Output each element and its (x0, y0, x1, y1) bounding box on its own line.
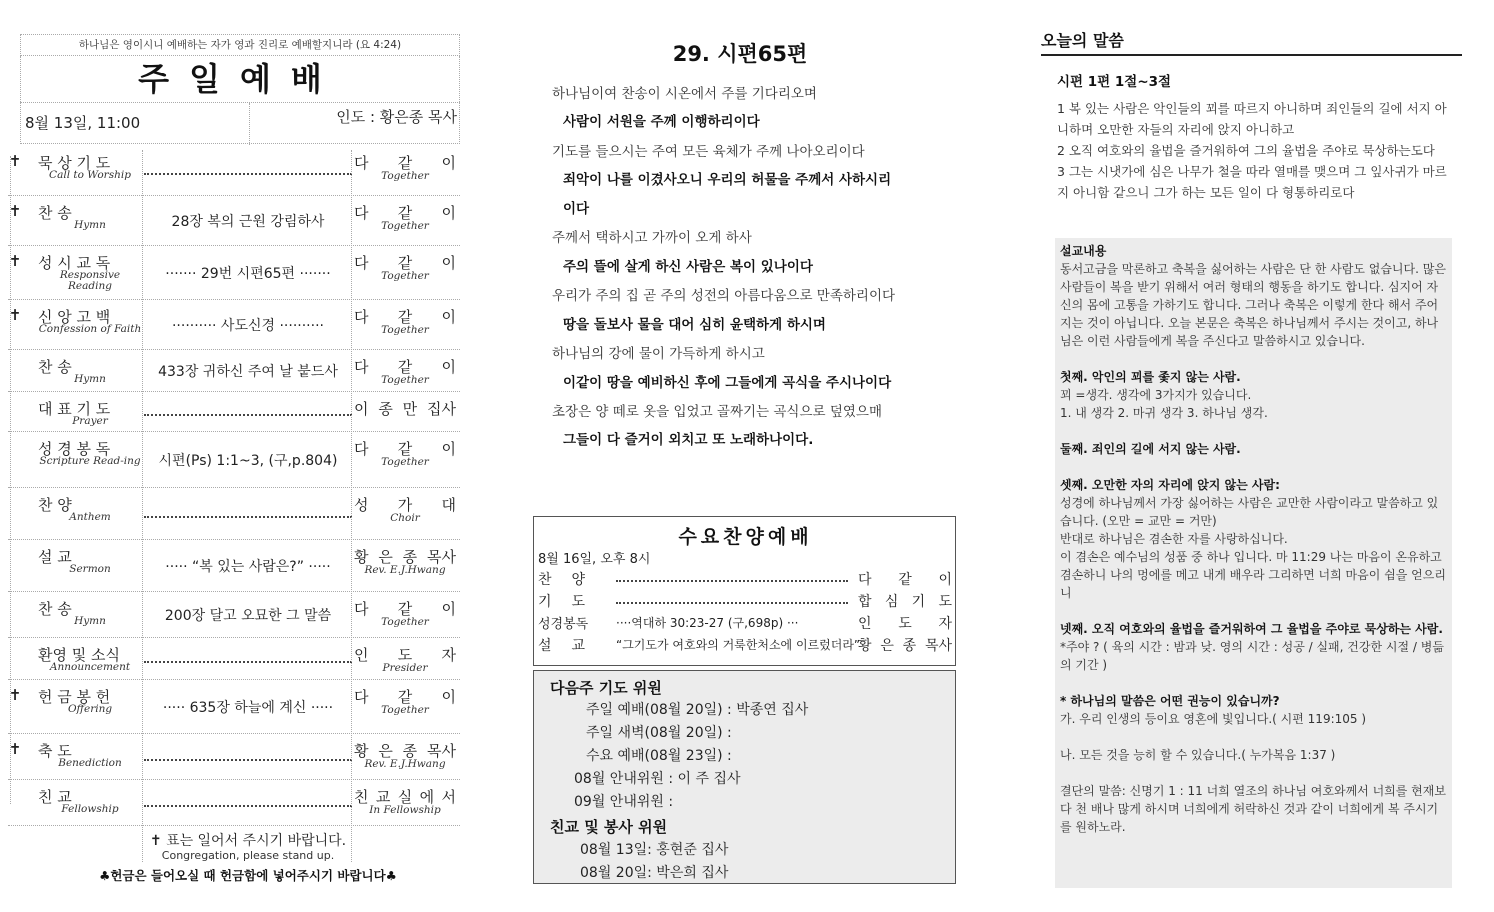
reading-line: 이다 (563, 201, 590, 217)
order-row (8, 300, 460, 350)
committee-line: 주일 새벽(08월 20일) : (586, 725, 732, 741)
reading-line: 죄악이 나를 이겼사오니 우리의 허물을 주께서 사하시리 (563, 172, 892, 188)
order-item-person: 친 교 실 에 서 (354, 788, 456, 806)
order-item-english: Hymn (74, 373, 106, 385)
order-row (8, 146, 460, 196)
order-item-person: 다 같 이 (354, 440, 456, 458)
order-item-person-english: In Fellowship (369, 804, 441, 816)
todays-word-heading: 오늘의 말씀 (1041, 31, 1124, 50)
wednesday-item-content (616, 569, 848, 582)
order-row (8, 638, 460, 680)
prayer-committee-heading: 다음주 기도 위원 (550, 679, 662, 697)
date-leader-row (20, 102, 460, 144)
wednesday-item-name: 기도 (538, 594, 606, 610)
reading-line: 주께서 택하시고 가까이 오게 하사 (552, 230, 752, 246)
wednesday-item-content: ····역대하 30:23-27 (구,698p) ··· (616, 616, 799, 630)
order-item-name: 찬 송 (38, 204, 72, 222)
reading-line: 기도를 들으시는 주여 모든 육체가 주께 나아오리이다 (552, 144, 865, 160)
order-row (8, 540, 460, 592)
question-title: * 하나님의 말씀은 어떤 권능이 있습니까? (1060, 694, 1280, 708)
order-item-name: 신 앙 고 백 (38, 308, 111, 326)
order-item-person-english: Together (381, 374, 429, 386)
answer-b: 나. 모든 것을 능히 할 수 있습니다.( 누가복음 1:37 ) (1060, 748, 1336, 762)
order-item-content: ·········· 사도신경 ·········· (171, 318, 324, 334)
order-item-english: Hymn (74, 219, 106, 231)
order-row (8, 196, 460, 246)
stand-cross-icon: ✝ (8, 152, 22, 170)
point-2-title: 둘째. 죄인의 길에 서지 않는 사람. (1060, 442, 1241, 456)
scripture-verse: 3 그는 시냇가에 심은 나무가 철을 따라 열매를 맺으며 그 잎사귀가 마르지 아니함 같으니 그가 하는 모든 일이 다 형통하리로다 (1057, 164, 1447, 200)
order-item-english: Scripture Read-ing (39, 455, 141, 467)
order-item-content: 28장 복의 근원 강림하사 (171, 214, 325, 230)
point-1-title: 첫째. 악인의 꾀를 좇지 않는 사람. (1060, 370, 1241, 384)
order-item-person: 황 은 종 목사 (354, 548, 456, 566)
order-item-english: Sermon (69, 563, 111, 575)
order-item-name: 친 교 (38, 788, 72, 806)
order-item-content (144, 504, 352, 518)
wednesday-item-person: 황 은 종 목사 (858, 638, 952, 654)
order-item-person-english: Together (381, 704, 429, 716)
fellowship-committee-heading: 친교 및 봉사 위원 (550, 818, 668, 836)
order-item-person-english: Together (381, 616, 429, 628)
order-row (8, 780, 460, 826)
order-item-person-english: Rev. E.J.Hwang (364, 758, 446, 770)
order-item-person: 황 은 종 목사 (354, 742, 456, 760)
reading-line: 사람이 서원을 주께 이행하리이다 (563, 114, 760, 130)
order-item-name: 찬 송 (38, 358, 72, 376)
order-row (8, 680, 460, 734)
service-leader: 인도 : 황은종 목사 (336, 108, 457, 126)
point-3-line: 성경에 하나님께서 가장 싫어하는 사람은 교만한 사람이라고 말씀하고 있습니다. (오만 = 교만 = 거만) (1060, 496, 1439, 528)
order-item-person: 다 같 이 (354, 254, 456, 272)
answer-a: 가. 우리 인생의 등이요 영혼에 빛입니다.( 시편 119:105 ) (1060, 712, 1367, 726)
order-item-content (144, 747, 352, 761)
committee-line: 09월 안내위원 : (574, 794, 674, 810)
committee-line: 08월 안내위원 : 이 주 집사 (574, 771, 741, 787)
committee-line: 주일 예배(08월 20일) : 박종연 집사 (586, 702, 809, 718)
order-item-name: 찬 양 (38, 496, 72, 514)
order-item-english: Fellowship (61, 803, 119, 815)
reading-line: 우리가 주의 집 곧 주의 성전의 아름다움으로 만족하리이다 (552, 288, 896, 304)
point-1-line: 꾀 =생각. 생각에 3가지가 있습니다. (1060, 388, 1252, 402)
reading-line: 초장은 양 떼로 옷을 입었고 골짜기는 곡식으로 덮였으매 (552, 404, 882, 420)
order-item-english: Offering (67, 703, 113, 715)
order-item-content: 시편(Ps) 1:1~3, (구,p.804) (158, 453, 338, 469)
point-4 (1060, 620, 1447, 674)
order-item-english: Benediction (58, 757, 122, 769)
order-item-person: 성 가 대 (354, 496, 456, 514)
committee-line: 08월 20일: 박은희 집사 (580, 865, 729, 881)
order-item-name: 환영 및 소식 (38, 646, 120, 664)
order-item-english: Confession of Faith (38, 323, 142, 335)
wednesday-item-person: 합 심 기 도 (858, 594, 952, 610)
worship-order-panel (8, 34, 460, 906)
order-item-english: Anthem (69, 511, 111, 523)
order-item-english: Announcement (49, 661, 131, 673)
committee-line: 08월 13일: 홍현준 집사 (580, 842, 729, 858)
reading-line: 그들이 다 즐거이 외치고 또 노래하나이다. (563, 432, 814, 448)
order-item-person: 다 같 이 (354, 688, 456, 706)
order-item-name: 축 도 (38, 742, 72, 760)
wednesday-item-name: 찬양 (538, 572, 606, 588)
column-divider (142, 150, 143, 862)
wednesday-row (538, 635, 952, 657)
order-item-english: Prayer (72, 415, 108, 427)
sermon-heading: 설교내용 (1060, 244, 1107, 258)
order-item-name: 묵 상 기 도 (38, 154, 111, 172)
sermon-intro: 동서고금을 막론하고 축복을 싫어하는 사람은 단 한 사람도 없습니다. 많은 사람들이 복을 받기 위해서 여러 형태의 행동을 하기도 합니다. 심지어 자신의 몸에 고통을 가하기도 합니다. 그러나 축복은 이렇게 한다 해서 주어지는 것이 아닙니다. 오늘 본문은 축복은 하나님께서 주시는 것이고, 하나님은 이런 사람들에게 복을 주신다고 말씀하시고 있습니다. (1060, 262, 1446, 348)
order-item-name: 찬 송 (38, 600, 72, 618)
order-item-content: 200장 달고 오묘한 그 말씀 (164, 608, 332, 624)
sermon-box (1055, 238, 1452, 888)
wednesday-title: 수요찬양예배 (678, 526, 813, 548)
top-verse: 하나님은 영이시니 예배하는 자가 영과 진리로 예배할지니라 (요 4:24) (20, 34, 460, 56)
order-item-name: 설 교 (38, 548, 72, 566)
reading-line: 하나님이여 찬송이 시온에서 주를 기다리오며 (552, 86, 817, 102)
order-item-content: ······· 29번 시편65편 ······· (165, 266, 331, 282)
order-item-english: Hymn (74, 615, 106, 627)
service-title: 주일예배 (20, 56, 460, 102)
responsive-reading-title: 29. 시편65편 (672, 42, 808, 66)
order-item-person-english: Together (381, 270, 429, 282)
scripture-reference: 시편 1편 1절~3절 (1057, 74, 1172, 90)
order-item-person-english: Presider (382, 662, 428, 674)
wednesday-row (538, 613, 952, 635)
stand-cross-icon: ✝ (8, 306, 22, 324)
order-item-name: 성 시 교 독 (38, 254, 111, 272)
column-divider (351, 150, 352, 862)
reading-line: 하나님의 강에 물이 가득하게 하시고 (552, 346, 765, 362)
order-item-person: 인 도 자 (354, 646, 456, 664)
wednesday-item-name: 설교 (538, 638, 606, 654)
order-row (8, 246, 460, 300)
date-divider (249, 103, 250, 145)
order-item-person: 다 같 이 (354, 204, 456, 222)
order-item-person-english: Together (381, 324, 429, 336)
reading-line: 주의 뜰에 살게 하신 사람은 복이 있나이다 (563, 259, 813, 275)
wednesday-item-person: 인 도 자 (858, 616, 952, 632)
wednesday-service-box (533, 516, 956, 666)
order-item-content (144, 793, 352, 807)
order-item-content (144, 161, 352, 175)
order-item-name: 성 경 봉 독 (38, 440, 111, 458)
wednesday-item-person: 다 같 이 (858, 572, 952, 588)
order-row (8, 392, 460, 432)
heading-rule (1041, 54, 1462, 56)
order-item-person-english: Together (381, 170, 429, 182)
scripture-verse: 2 오직 여호와의 율법을 즐거워하여 그의 율법을 주야로 묵상하는도다 (1057, 143, 1435, 158)
order-item-person: 다 같 이 (354, 358, 456, 376)
order-row (8, 488, 460, 540)
point-3-line: 이 겸손은 예수님의 성품 중 하나 입니다. 마 11:29 나는 마음이 온유하고 겸손하니 나의 멍에를 메고 내게 배우라 그리하면 너희 마음이 쉼을 얻으리니 (1060, 550, 1446, 600)
order-row (8, 432, 460, 488)
stand-cross-icon: ✝ (8, 686, 22, 704)
order-item-english: Call to Worship (49, 169, 131, 181)
reading-line: 땅을 돌보사 물을 대어 심히 윤택하게 하시며 (563, 317, 826, 333)
scripture-verse: 1 복 있는 사람은 악인들의 꾀를 따르지 아니하며 죄인들의 길에 서지 아니하며 오만한 자들의 자리에 앉지 아니하고 (1057, 101, 1447, 137)
wednesday-date: 8월 16일, 오후 8시 (538, 552, 651, 567)
order-item-person-english: Together (381, 456, 429, 468)
order-row (8, 592, 460, 638)
point-3-line: 반대로 하나님은 겸손한 자를 사랑하십니다. (1060, 532, 1288, 546)
wednesday-row (538, 569, 952, 591)
committee-line: 수요 예배(08월 23일) : (586, 748, 732, 764)
order-item-person-english: Together (381, 220, 429, 232)
order-item-person-english: Rev. E.J.Hwang (364, 564, 446, 576)
service-date: 8월 13일, 11:00 (25, 114, 141, 132)
order-row (8, 350, 460, 392)
order-item-person: 다 같 이 (354, 154, 456, 172)
stand-cross-icon: ✝ (8, 202, 22, 220)
wednesday-row (538, 591, 952, 613)
point-4-title: 넷째. 오직 여호와의 율법을 즐거워하여 그 율법을 주야로 묵상하는 사람. (1060, 622, 1443, 636)
order-item-content (144, 402, 352, 416)
order-item-english: Responsive Reading (59, 269, 121, 292)
prayer-committee-box (533, 670, 956, 884)
wednesday-item-content: “그기도가 여호와의 거룩한처소에 이르렀더라” (616, 638, 861, 652)
stand-note: ✝ 표는 일어서 주시기 바랍니다. (149, 833, 347, 849)
order-item-content: ····· 635장 하늘에 계신 ····· (162, 700, 334, 716)
point-4-note: *주야 ? ( 육의 시간 : 밤과 낮. 영의 시간 : 성공 / 실패, 건강한 시절 / 병듦의 기간 ) (1060, 640, 1444, 672)
stand-note-english: Congregation, please stand up. (161, 849, 335, 862)
order-item-person: 다 같 이 (354, 600, 456, 618)
order-item-content (144, 649, 352, 663)
scripture-text (1057, 98, 1457, 203)
stand-cross-icon: ✝ (8, 740, 22, 758)
order-item-person-english: Choir (390, 512, 420, 524)
wednesday-item-content (616, 591, 848, 604)
reading-line: 이같이 땅을 예비하신 후에 그들에게 곡식을 주시나이다 (563, 375, 892, 391)
offering-note: ♣헌금은 들어오실 때 헌금함에 넣어주시기 바랍니다♣ (99, 868, 397, 883)
wednesday-item-name: 성경봉독 (538, 617, 589, 632)
order-item-person: 다 같 이 (354, 308, 456, 326)
order-item-person: 이 종 만 집사 (354, 400, 456, 418)
order-item-content: ····· “복 있는 사람은?” ····· (165, 559, 331, 575)
order-row (8, 734, 460, 780)
point-3-title: 셋째. 오만한 자의 자리에 앉지 않는 사람: (1060, 478, 1280, 492)
point-1-line: 1. 내 생각 2. 마귀 생각 3. 하나님 생각. (1060, 406, 1268, 420)
order-item-name: 헌 금 봉 헌 (38, 688, 111, 706)
stand-cross-icon: ✝ (8, 252, 22, 270)
order-item-content: 433장 귀하신 주여 날 붙드사 (158, 364, 338, 380)
closing-word: 결단의 말씀: 신명기 1 : 11 너희 열조의 하나님 여호와께서 너희를 현재보다 천 배나 많게 하시며 너희에게 허락하신 것과 같이 너희에게 복 주시기를 원하노라. (1060, 784, 1446, 834)
order-item-name: 대 표 기 도 (38, 400, 111, 418)
